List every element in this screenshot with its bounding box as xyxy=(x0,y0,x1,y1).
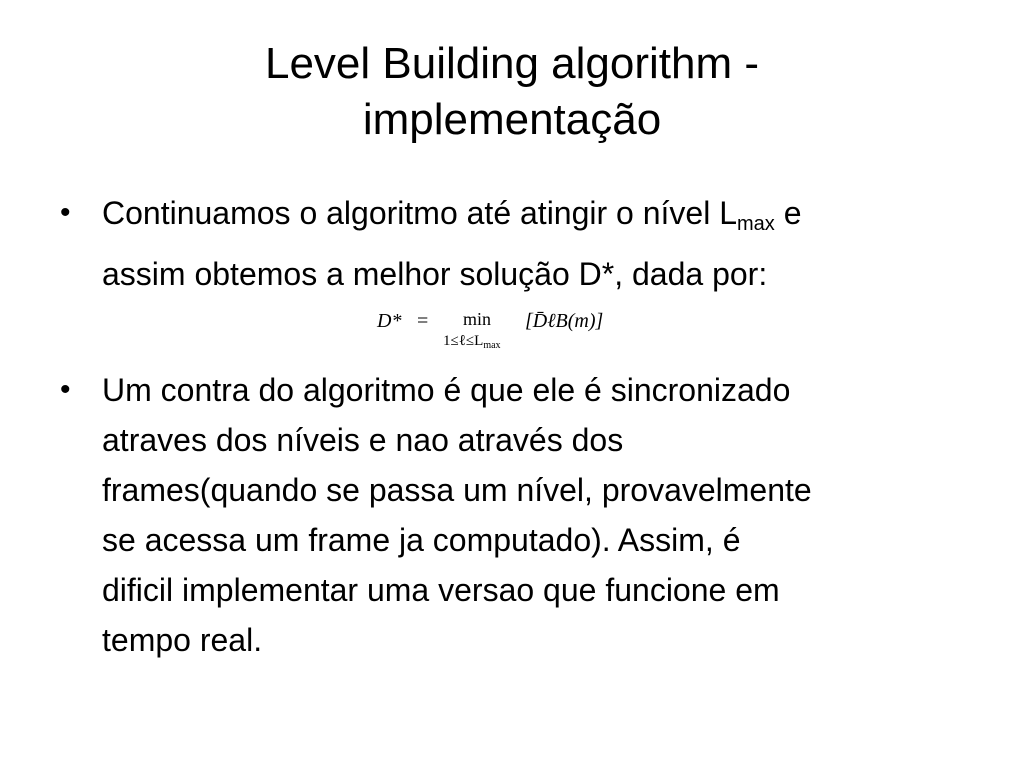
bullet-1-subscript: max xyxy=(737,213,775,235)
bullet-marker: • xyxy=(60,196,71,229)
formula-equals: = xyxy=(417,310,429,332)
formula-constraint xyxy=(443,333,501,351)
bullet-list xyxy=(60,188,970,665)
formula-operator: min xyxy=(463,309,492,329)
formula-lhs: D* xyxy=(377,310,402,332)
bullet-2-line-5: dificil implementar uma versao que funcione em xyxy=(102,572,780,608)
bullet-2-line-2: atraves dos níveis e nao através dos xyxy=(102,422,624,458)
bullet-item-1 xyxy=(60,188,970,299)
bullet-1-text-b: e xyxy=(774,195,802,231)
bullet-marker: • xyxy=(60,373,71,406)
formula-rhs: [D̄ℓB(m)] xyxy=(525,310,604,332)
bullet-2-line-1: Um contra do algoritmo é que ele é sincronizado xyxy=(102,372,791,408)
formula-image xyxy=(375,301,635,357)
bullet-2-line-6: tempo real. xyxy=(102,622,263,658)
bullet-1-line-2: assim obtemos a melhor solução D*, dada por: xyxy=(102,256,768,292)
title-line-1: Level Building algorithm - xyxy=(264,39,760,88)
slide-title xyxy=(100,36,924,148)
formula-constraint-sub: max xyxy=(483,340,501,351)
formula-block xyxy=(60,299,970,359)
bullet-2-line-3: frames(quando se passa um nível, provavelmente xyxy=(102,472,812,508)
title-line-2: implementação xyxy=(362,95,662,144)
bullet-2-line-4: se acessa um frame ja computado). Assim, é xyxy=(102,522,741,558)
bullet-1-line-1 xyxy=(102,188,970,249)
bullet-1-text-a: Continuamos o algoritmo até atingir o nível L xyxy=(102,195,738,231)
bullet-item-2 xyxy=(60,365,970,665)
formula-constraint-main: 1≤ℓ≤L xyxy=(443,333,484,349)
